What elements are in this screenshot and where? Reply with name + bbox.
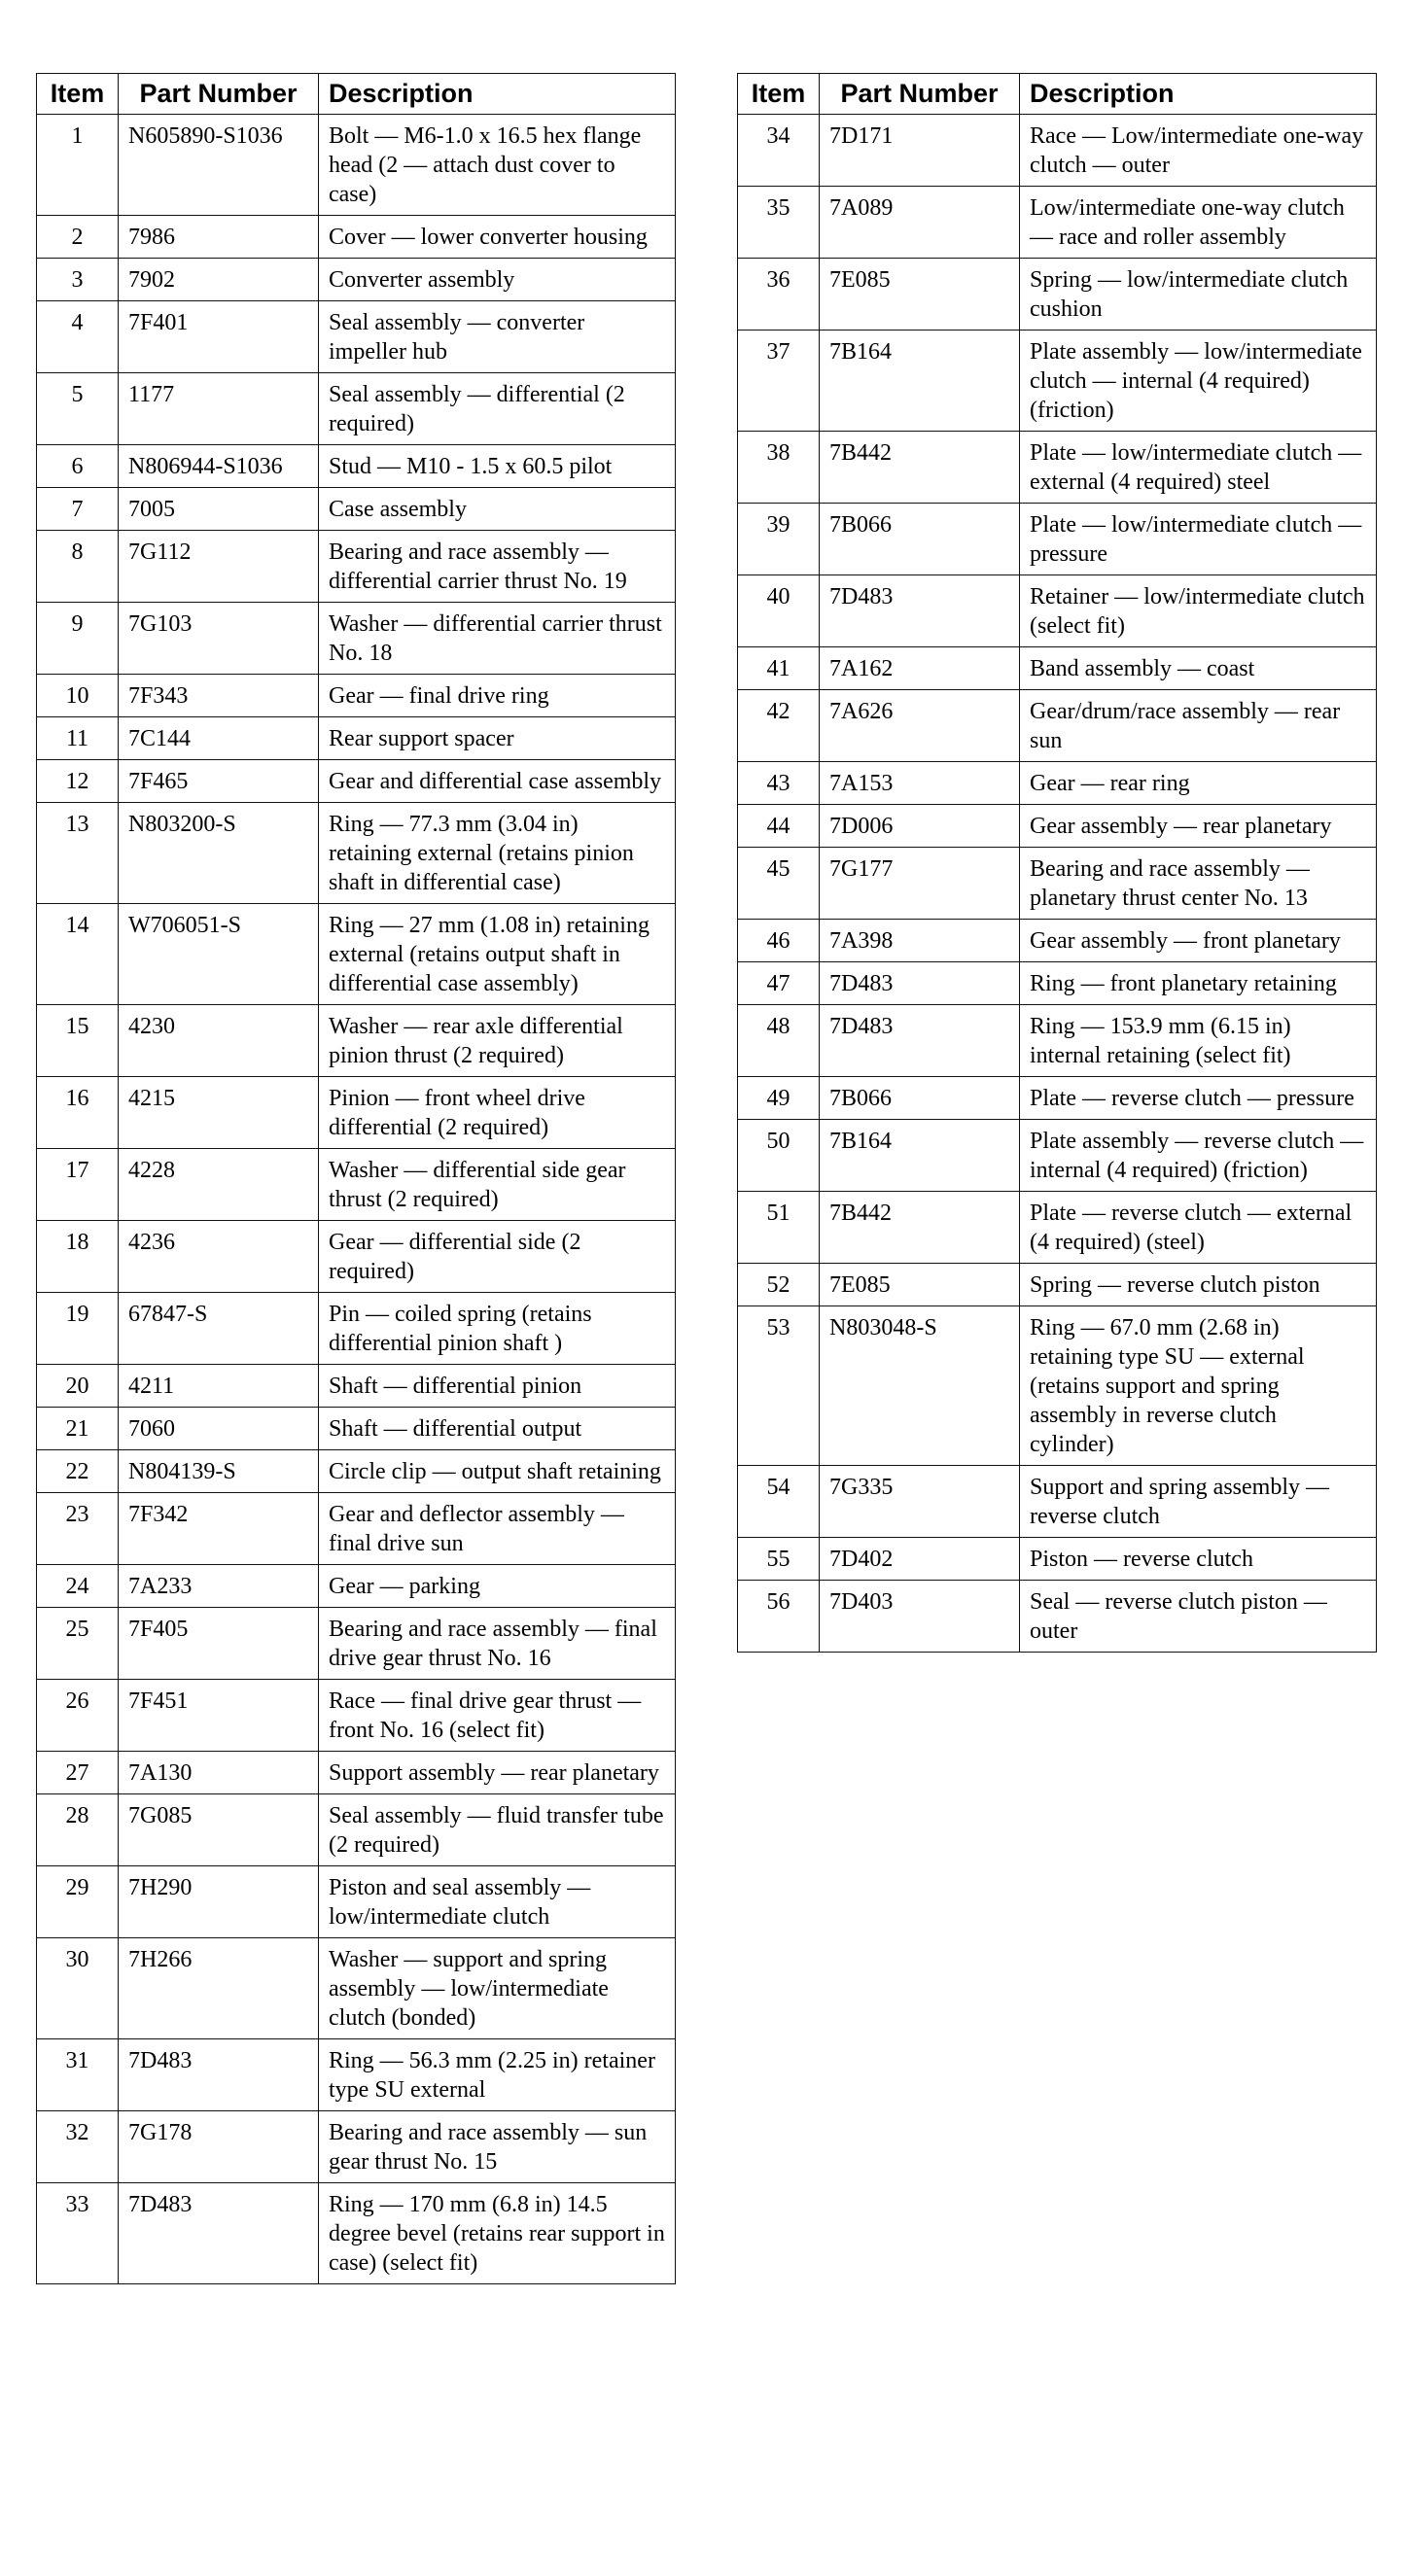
item-number: 45 [738,848,820,920]
item-number: 49 [738,1077,820,1120]
part-number: 7F465 [119,760,319,803]
part-number: 7E085 [820,1264,1020,1306]
part-number: 7A089 [820,187,1020,259]
part-number: 7A398 [820,920,1020,962]
header-description: Description [1020,74,1377,115]
item-number: 36 [738,259,820,331]
description: Gear assembly — front planetary [1020,920,1377,962]
description: Converter assembly [319,259,676,301]
item-number: 7 [37,488,119,531]
table-row [37,301,676,373]
item-number: 17 [37,1149,119,1221]
part-number: 7D402 [820,1538,1020,1581]
item-number: 15 [37,1005,119,1077]
part-number: 7C144 [119,717,319,760]
part-number: 7H290 [119,1866,319,1938]
description: Seal — reverse clutch piston — outer [1020,1581,1377,1653]
description: Plate — low/intermediate clutch — pressure [1020,504,1377,575]
item-number: 53 [738,1306,820,1466]
part-number: 7D483 [820,962,1020,1005]
item-number: 33 [37,2183,119,2284]
item-number: 26 [37,1680,119,1752]
description: Bearing and race assembly — sun gear thrust No. 15 [319,2111,676,2183]
description: Bearing and race assembly — final drive gear thrust No. 16 [319,1608,676,1680]
table-row [37,1005,676,1077]
item-number: 5 [37,373,119,445]
table-row [738,1306,1377,1466]
table-row [738,1264,1377,1306]
table-row [37,115,676,216]
header-item: Item [37,74,119,115]
part-number: 7F401 [119,301,319,373]
description: Race — final drive gear thrust — front No. 16 (select fit) [319,1680,676,1752]
table-row [37,1293,676,1365]
description: Ring — 67.0 mm (2.68 in) retaining type SU — external (retains support and spring assembly in reverse clutch cylinder) [1020,1306,1377,1466]
table-row [738,1581,1377,1653]
part-number: 7F343 [119,675,319,717]
item-number: 12 [37,760,119,803]
part-number: 7G178 [119,2111,319,2183]
item-number: 9 [37,603,119,675]
table-row [738,1192,1377,1264]
item-number: 54 [738,1466,820,1538]
table-row [37,717,676,760]
header-description: Description [319,74,676,115]
item-number: 23 [37,1493,119,1565]
description: Ring — 27 mm (1.08 in) retaining external (retains output shaft in differential case assembly) [319,904,676,1005]
part-number: 4211 [119,1365,319,1408]
item-number: 38 [738,432,820,504]
table-row [37,373,676,445]
description: Bolt — M6-1.0 x 16.5 hex flange head (2 — attach dust cover to case) [319,115,676,216]
description: Washer — rear axle differential pinion thrust (2 required) [319,1005,676,1077]
description: Plate assembly — reverse clutch — internal (4 required) (friction) [1020,1120,1377,1192]
header-row [37,74,676,115]
item-number: 41 [738,647,820,690]
part-number: W706051-S [119,904,319,1005]
part-number: 7A130 [119,1752,319,1794]
description: Gear/drum/race assembly — rear sun [1020,690,1377,762]
part-number: 7B066 [820,1077,1020,1120]
part-number: N803200-S [119,803,319,904]
description: Stud — M10 - 1.5 x 60.5 pilot [319,445,676,488]
description: Gear and deflector assembly — final drive sun [319,1493,676,1565]
description: Seal assembly — differential (2 required) [319,373,676,445]
part-number: 7D006 [820,805,1020,848]
table-row [738,575,1377,647]
description: Low/intermediate one-way clutch — race and roller assembly [1020,187,1377,259]
item-number: 19 [37,1293,119,1365]
table-row [37,675,676,717]
table-row [738,115,1377,187]
part-number: 7H266 [119,1938,319,2039]
item-number: 52 [738,1264,820,1306]
item-number: 14 [37,904,119,1005]
item-number: 16 [37,1077,119,1149]
item-number: 18 [37,1221,119,1293]
part-number: 7986 [119,216,319,259]
part-number: 7G177 [820,848,1020,920]
description: Pin — coiled spring (retains differential pinion shaft ) [319,1293,676,1365]
item-number: 22 [37,1450,119,1493]
table-row [37,259,676,301]
item-number: 31 [37,2039,119,2111]
part-number: 7A153 [820,762,1020,805]
part-number: 7D483 [119,2039,319,2111]
table-row [37,1938,676,2039]
description: Ring — front planetary retaining [1020,962,1377,1005]
description: Plate — low/intermediate clutch — external (4 required) steel [1020,432,1377,504]
description: Ring — 77.3 mm (3.04 in) retaining external (retains pinion shaft in differential case) [319,803,676,904]
item-number: 10 [37,675,119,717]
table-row [37,2111,676,2183]
item-number: 1 [37,115,119,216]
table-row [738,920,1377,962]
table-row [37,1408,676,1450]
table-row [37,1565,676,1608]
table-row [738,187,1377,259]
part-number: 7060 [119,1408,319,1450]
description: Bearing and race assembly — planetary thrust center No. 13 [1020,848,1377,920]
table-row [37,1608,676,1680]
description: Support and spring assembly — reverse clutch [1020,1466,1377,1538]
table-row [738,1005,1377,1077]
part-number: 7005 [119,488,319,531]
table-row [738,848,1377,920]
table-row [738,762,1377,805]
table-row [37,1077,676,1149]
part-number: 7F451 [119,1680,319,1752]
part-number: N605890-S1036 [119,115,319,216]
description: Piston and seal assembly — low/intermediate clutch [319,1866,676,1938]
item-number: 8 [37,531,119,603]
table-row [738,504,1377,575]
description: Bearing and race assembly — differential carrier thrust No. 19 [319,531,676,603]
description: Circle clip — output shaft retaining [319,1450,676,1493]
part-number: 7A162 [820,647,1020,690]
table-row [738,1538,1377,1581]
description: Race — Low/intermediate one-way clutch — outer [1020,115,1377,187]
description: Gear assembly — rear planetary [1020,805,1377,848]
item-number: 50 [738,1120,820,1192]
table-row [37,2039,676,2111]
part-number: 7902 [119,259,319,301]
part-number: N806944-S1036 [119,445,319,488]
table-row [738,962,1377,1005]
item-number: 34 [738,115,820,187]
description: Retainer — low/intermediate clutch (select fit) [1020,575,1377,647]
table-row [37,803,676,904]
table-row [37,216,676,259]
table-row [37,1221,676,1293]
table-row [37,1866,676,1938]
description: Cover — lower converter housing [319,216,676,259]
header-row [738,74,1377,115]
part-number: 7B442 [820,1192,1020,1264]
part-number: 7B442 [820,432,1020,504]
part-number: 4215 [119,1077,319,1149]
part-number: 7E085 [820,259,1020,331]
description: Seal assembly — converter impeller hub [319,301,676,373]
description: Plate assembly — low/intermediate clutch — internal (4 required) (friction) [1020,331,1377,432]
description: Support assembly — rear planetary [319,1752,676,1794]
table-row [37,1149,676,1221]
part-number: N804139-S [119,1450,319,1493]
description: Shaft — differential pinion [319,1365,676,1408]
item-number: 24 [37,1565,119,1608]
header-part-number: Part Number [119,74,319,115]
table-row [37,1493,676,1565]
part-number: 7A233 [119,1565,319,1608]
item-number: 25 [37,1608,119,1680]
description: Gear and differential case assembly [319,760,676,803]
part-number: 7D483 [119,2183,319,2284]
parts-table-left [36,73,676,2284]
description: Washer — differential side gear thrust (2 required) [319,1149,676,1221]
item-number: 44 [738,805,820,848]
part-number: 7G103 [119,603,319,675]
description: Spring — low/intermediate clutch cushion [1020,259,1377,331]
description: Plate — reverse clutch — external (4 required) (steel) [1020,1192,1377,1264]
part-number: 7D483 [820,1005,1020,1077]
table-row [37,1680,676,1752]
item-number: 21 [37,1408,119,1450]
description: Ring — 56.3 mm (2.25 in) retainer type SU external [319,2039,676,2111]
part-number: 7G112 [119,531,319,603]
description: Gear — parking [319,1565,676,1608]
description: Ring — 170 mm (6.8 in) 14.5 degree bevel (retains rear support in case) (select fit) [319,2183,676,2284]
description: Ring — 153.9 mm (6.15 in) internal retaining (select fit) [1020,1005,1377,1077]
description: Gear — final drive ring [319,675,676,717]
item-number: 37 [738,331,820,432]
table-row [37,2183,676,2284]
table-row [738,690,1377,762]
description: Plate — reverse clutch — pressure [1020,1077,1377,1120]
part-number: 7A626 [820,690,1020,762]
description: Shaft — differential output [319,1408,676,1450]
table-row [37,445,676,488]
item-number: 46 [738,920,820,962]
description: Washer — support and spring assembly — low/intermediate clutch (bonded) [319,1938,676,2039]
table-row [37,760,676,803]
item-number: 51 [738,1192,820,1264]
table-row [37,1794,676,1866]
part-number: 1177 [119,373,319,445]
description: Band assembly — coast [1020,647,1377,690]
item-number: 3 [37,259,119,301]
item-number: 47 [738,962,820,1005]
part-number: 7D171 [820,115,1020,187]
item-number: 39 [738,504,820,575]
part-number: 67847-S [119,1293,319,1365]
table-row [37,904,676,1005]
table-row [37,1365,676,1408]
item-number: 48 [738,1005,820,1077]
item-number: 11 [37,717,119,760]
part-number: 4230 [119,1005,319,1077]
item-number: 28 [37,1794,119,1866]
table-row [37,531,676,603]
item-number: 42 [738,690,820,762]
table-row [738,331,1377,432]
description: Case assembly [319,488,676,531]
table-row [37,1752,676,1794]
table-row [738,1077,1377,1120]
table-row [738,432,1377,504]
part-number: 7B164 [820,1120,1020,1192]
item-number: 13 [37,803,119,904]
item-number: 29 [37,1866,119,1938]
item-number: 35 [738,187,820,259]
parts-table-right [737,73,1377,1653]
description: Piston — reverse clutch [1020,1538,1377,1581]
part-number: N803048-S [820,1306,1020,1466]
item-number: 20 [37,1365,119,1408]
description: Washer — differential carrier thrust No. 18 [319,603,676,675]
part-number: 7B164 [820,331,1020,432]
part-number: 7G335 [820,1466,1020,1538]
item-number: 32 [37,2111,119,2183]
part-number: 7D483 [820,575,1020,647]
part-number: 4228 [119,1149,319,1221]
item-number: 56 [738,1581,820,1653]
description: Gear — rear ring [1020,762,1377,805]
description: Seal assembly — fluid transfer tube (2 required) [319,1794,676,1866]
item-number: 43 [738,762,820,805]
part-number: 7B066 [820,504,1020,575]
description: Gear — differential side (2 required) [319,1221,676,1293]
part-number: 7D403 [820,1581,1020,1653]
item-number: 40 [738,575,820,647]
table-row [738,1120,1377,1192]
table-row [738,647,1377,690]
header-item: Item [738,74,820,115]
part-number: 7F342 [119,1493,319,1565]
table-row [37,1450,676,1493]
table-row [738,259,1377,331]
table-row [37,488,676,531]
table-row [738,1466,1377,1538]
item-number: 4 [37,301,119,373]
item-number: 30 [37,1938,119,2039]
table-row [738,805,1377,848]
item-number: 55 [738,1538,820,1581]
item-number: 2 [37,216,119,259]
part-number: 7F405 [119,1608,319,1680]
part-number: 4236 [119,1221,319,1293]
item-number: 6 [37,445,119,488]
part-number: 7G085 [119,1794,319,1866]
table-row [37,603,676,675]
description: Spring — reverse clutch piston [1020,1264,1377,1306]
description: Pinion — front wheel drive differential (2 required) [319,1077,676,1149]
header-part-number: Part Number [820,74,1020,115]
item-number: 27 [37,1752,119,1794]
description: Rear support spacer [319,717,676,760]
